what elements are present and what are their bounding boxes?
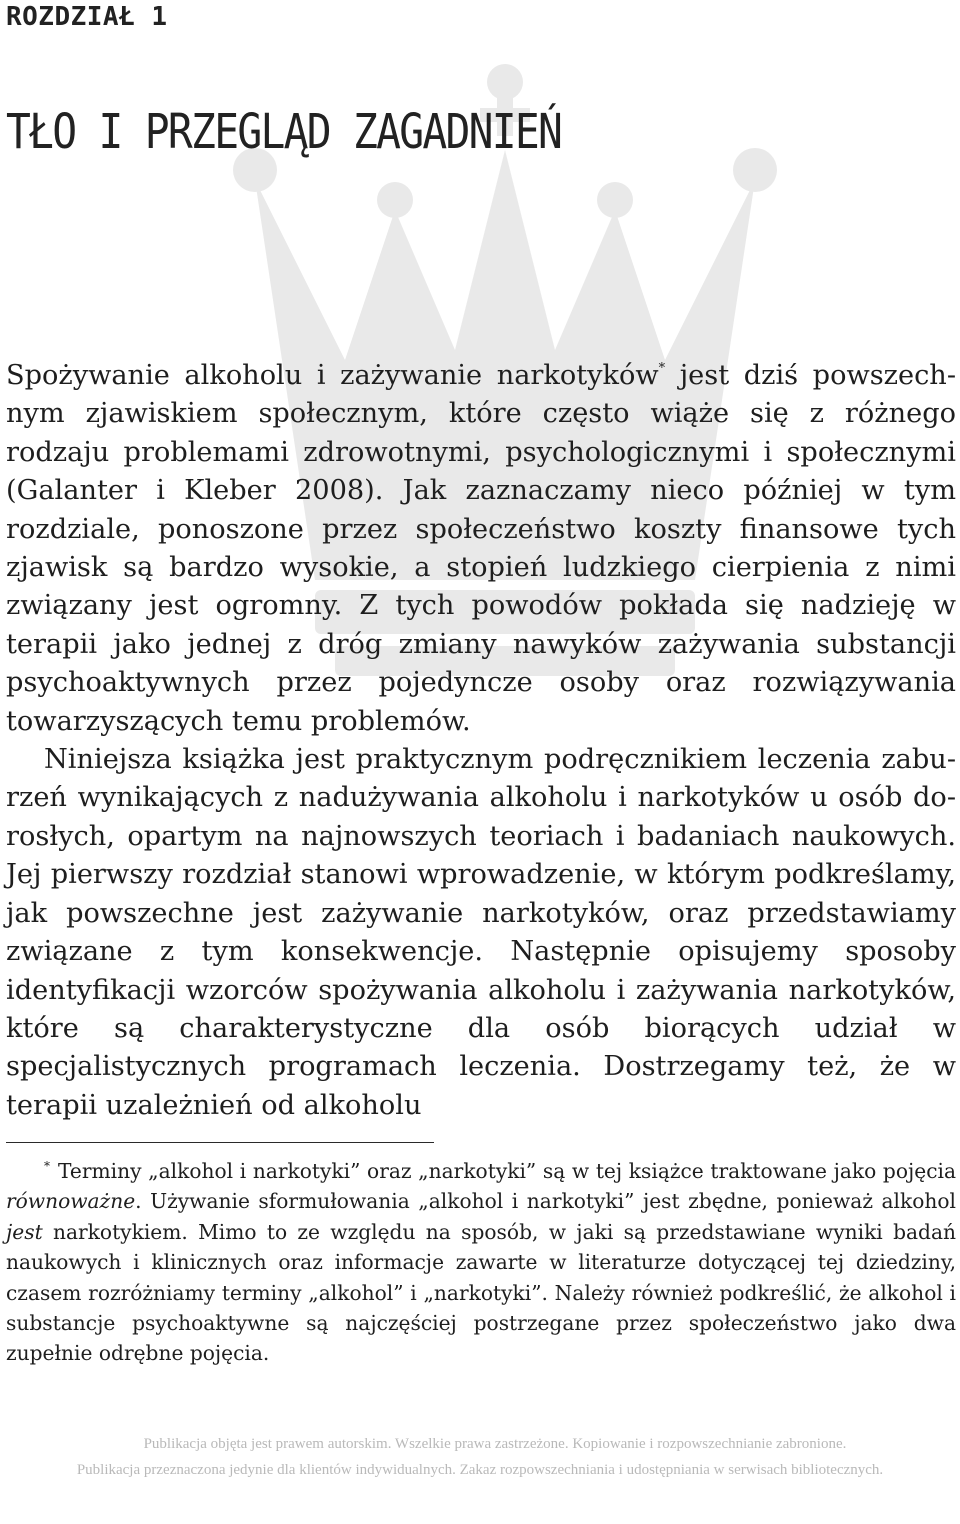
footnote-text: . Używanie sformułowania „alkohol i narkotyki” jest zbędne, ponieważ alkohol [135, 1189, 956, 1214]
paragraph-text: Spożywanie alkoholu i zażywanie narkotyków [6, 360, 659, 391]
footnote-reference: * [658, 361, 666, 376]
footnote-emphasis: równoważne [6, 1189, 136, 1214]
footnote-marker: * [44, 1159, 50, 1173]
footnote-separator [6, 1142, 434, 1143]
paragraph: Niniejsza książka jest praktycznym podręcznikiem leczenia zaburzeń wynikających z nadużywania alkoholu i narkotyków u osób dorosłych, opartym na najnowszych teoriach i badaniach naukowych. Jej pierwszy rozdział stanowi wprowadzenie, w którym podkreślamy, jak powszechne jest zażywanie narkotyków, oraz przedstawiamy związane z tym konsekwencje. Następnie opisujemy sposoby identyfikacji wzorców spożywania alkoholu i zażywania narkotyków, które są charakterystyczne dla osób biorących udział w specjalistycznych programach leczenia. Dostrzegamy też, że w terapii uzależnień od alkoholu [6, 744, 956, 1121]
footnote-emphasis: jest [6, 1219, 43, 1244]
paragraph-text: jest dziś powszechnym zjawiskiem społecznym, które często wiąże się z różnego rodzaju problemami zdrowotnymi, psychologicznymi i społecznymi (Galanter i Kleber 2008). Jak zaznaczamy nieco później w tym rozdziale, ponoszone przez społeczeństwo koszty finansowe tych zjawisk są bardzo wysokie, a stopień ludzkiego cierpienia z nimi związany jest ogromny. Z tych powodów pokłada się nadzieję w terapii jako jednej z dróg zmiany nawyków zażywania substancji psychoaktywnych przez pojedyncze osoby oraz rozwiązywania towarzyszących temu problemów. [6, 360, 956, 737]
main-text [6, 357, 956, 1125]
paragraph [6, 357, 956, 741]
footnote-text: narkotykiem. Mimo to ze względu na sposób, w jaki są przedstawiane wyniki badań naukowych i klinicznych oraz informacje zawarte w literaturze dotyczącej tej dziedziny, czasem rozróżniamy terminy „alkohol” i „narkotyki”. Należy również podkreślić, że alkohol i substancje psychoaktywne są najczęściej postrzegane przez społeczeństwo jako dwa zupełnie odrębne pojęcia. [6, 1219, 956, 1366]
footnote [6, 1156, 956, 1369]
chapter-title: TŁO I PRZEGLĄD ZAGADNIEŃ [6, 104, 562, 160]
footnote-text: Terminy „alkohol i narkotyki” oraz „narkotyki” są w tej książce traktowane jako pojęcia [58, 1159, 956, 1183]
distribution-notice: Publikacja przeznaczona jedynie dla klientów indywidualnych. Zakaz rozpowszechniania i udostępniania w serwisach bibliotecznych. [76, 1462, 884, 1478]
chapter-label: ROZDZIAŁ 1 [6, 2, 168, 32]
copyright-notice: Publikacja objęta jest prawem autorskim. Wszelkie prawa zastrzeżone. Kopiowanie i rozpowszechnianie zabronione. [143, 1436, 847, 1452]
